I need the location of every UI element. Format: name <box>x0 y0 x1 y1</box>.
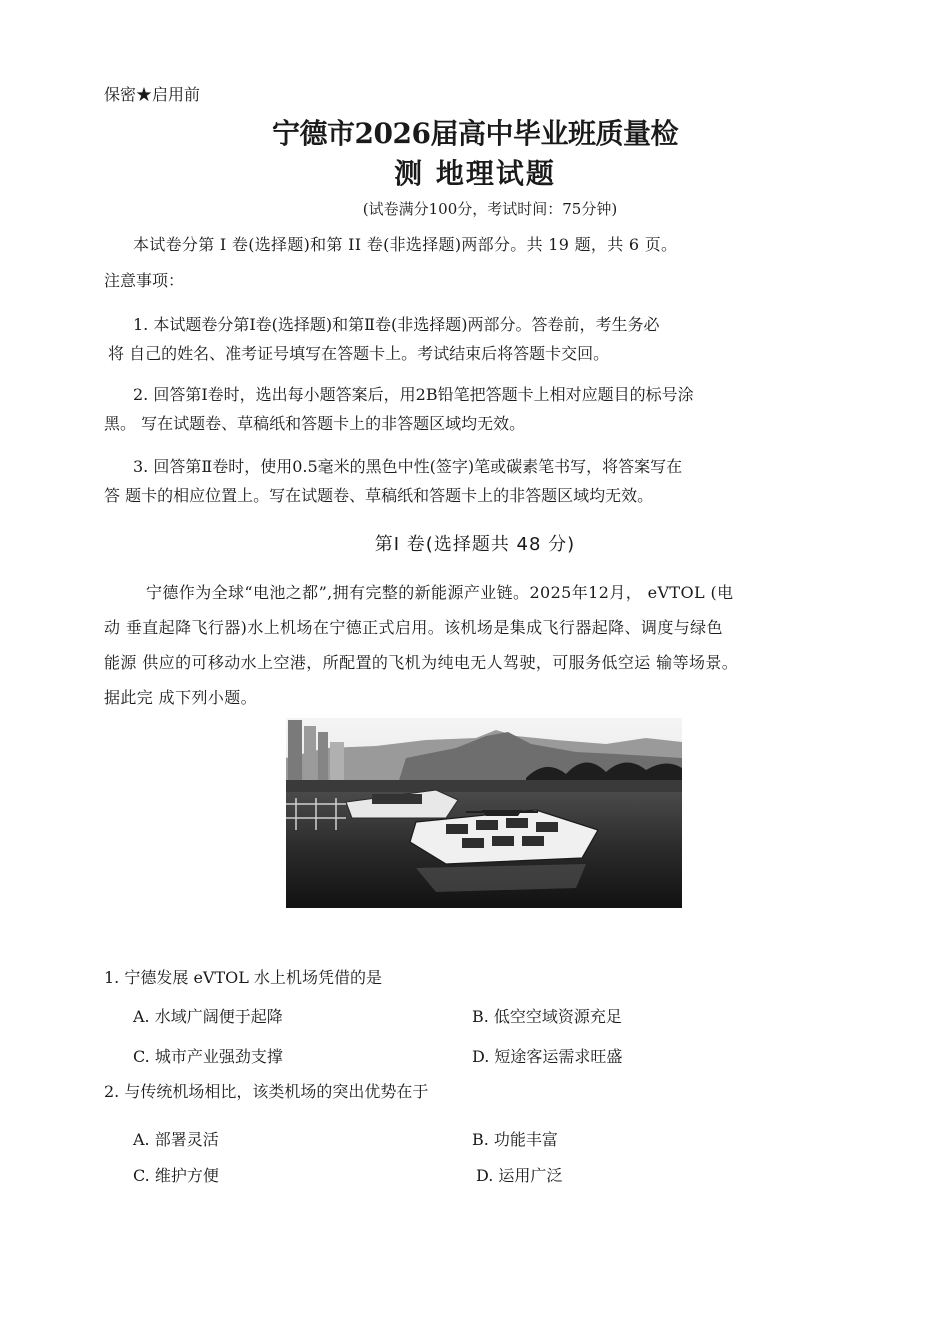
question-2-stem: 2. 与传统机场相比，该类机场的突出优势在于 <box>104 1082 429 1101</box>
question-2-option-b[interactable]: B. 功能丰富 <box>472 1130 558 1149</box>
passage-line-3: 能源 供应的可移动水上空港，所配置的飞机为纯电无人驾驶，可服务低空运 输等场景。 <box>104 653 739 672</box>
note-1-line2: 将 自己的姓名、准考证号填写在答题卡上。考试结束后将答题卡交回。 <box>108 344 610 363</box>
notes-heading: 注意事项： <box>104 271 185 290</box>
question-2-option-c[interactable]: C. 维护方便 <box>133 1166 219 1185</box>
exam-subtitle: (试卷满分100分，考试时间：75分钟) <box>362 200 618 218</box>
question-1-option-a[interactable]: A. 水域广阔便于起降 <box>133 1007 283 1026</box>
passage-line-4: 据此完 成下列小题。 <box>104 688 258 707</box>
confidential-mark: 保密★启用前 <box>104 85 201 104</box>
passage-line-1: 宁德作为全球“电池之都”,拥有完整的新能源产业链。2025年12月， eVTOL (电 <box>146 583 734 602</box>
exam-title-line1: 宁德市2026届高中毕业班质量检 <box>272 117 678 150</box>
passage-line-2: 动 垂直起降飞行器)水上机场在宁德正式启用。该机场是集成飞行器起降、调度与绿色 <box>104 618 723 637</box>
note-3-line1: 3. 回答第Ⅱ卷时，使用0.5毫米的黑色中性(签字)笔或碳素笔书写，将答案写在 <box>133 457 683 476</box>
question-1-stem: 1. 宁德发展 eVTOL 水上机场凭借的是 <box>104 968 382 987</box>
note-1-line1: 1. 本试题卷分第Ⅰ卷(选择题)和第Ⅱ卷(非选择题)两部分。答卷前，考生务必 <box>133 315 660 334</box>
question-2-option-d[interactable]: D. 运用广泛 <box>476 1166 563 1185</box>
note-2-line1: 2. 回答第Ⅰ卷时，选出每小题答案后，用2B铅笔把答题卡上相对应题目的标号涂 <box>133 385 694 404</box>
intro-note: 本试卷分第 I 卷(选择题)和第 II 卷(非选择题)两部分。共 19 题，共 6 页。 <box>133 235 678 254</box>
note-2-line2: 黑。 写在试题卷、草稿纸和答题卡上的非答题区域均无效。 <box>104 414 526 433</box>
question-2-option-a[interactable]: A. 部署灵活 <box>133 1130 219 1149</box>
exam-title-line2: 测 地理试题 <box>394 157 556 190</box>
water-airport-photo <box>286 718 682 908</box>
section-title: 第Ⅰ 卷(选择题共 48 分) <box>374 534 576 555</box>
note-3-line2: 答 题卡的相应位置上。写在试题卷、草稿纸和答题卡上的非答题区域均无效。 <box>104 486 654 505</box>
question-1-option-c[interactable]: C. 城市产业强劲支撑 <box>133 1047 283 1066</box>
question-1-option-b[interactable]: B. 低空空域资源充足 <box>472 1007 622 1026</box>
question-1-option-d[interactable]: D. 短途客运需求旺盛 <box>472 1047 623 1066</box>
